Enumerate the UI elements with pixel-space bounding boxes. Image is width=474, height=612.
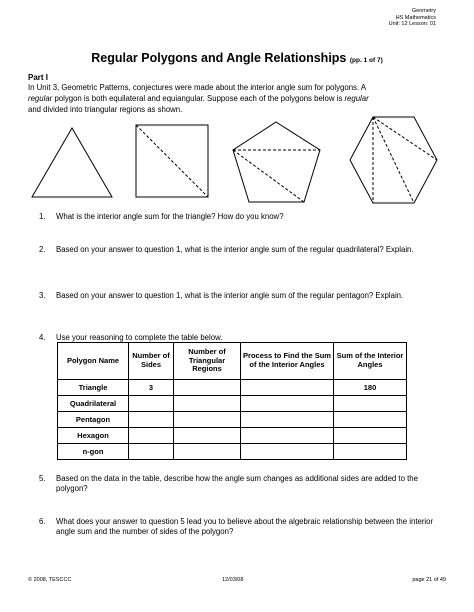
hexagon-figure <box>350 117 437 203</box>
table-header: Number of Triangular Regions <box>174 343 241 380</box>
table-cell: Quadrilateral <box>58 396 129 412</box>
table-cell[interactable] <box>174 396 241 412</box>
question-number: 2. <box>39 245 46 254</box>
table-header: Number of Sides <box>129 343 174 380</box>
table-row <box>58 444 407 460</box>
table-cell[interactable] <box>174 412 241 428</box>
table-cell[interactable] <box>241 428 334 444</box>
title-pages: (pp. 1 of 7) <box>349 57 383 64</box>
table-cell[interactable] <box>334 444 407 460</box>
table-cell[interactable] <box>174 380 241 396</box>
table-header: Polygon Name <box>58 343 129 380</box>
table-cell: Pentagon <box>58 412 129 428</box>
question-text: Based on the data in the table, describe how the angle sum changes as additional sides are added to the polygon? <box>56 474 418 493</box>
table-cell[interactable] <box>129 444 174 460</box>
table-cell[interactable] <box>241 444 334 460</box>
table-cell[interactable] <box>129 396 174 412</box>
pentagon-figure <box>233 122 320 202</box>
table-cell[interactable] <box>241 412 334 428</box>
table-cell[interactable] <box>334 428 407 444</box>
table-cell[interactable] <box>174 444 241 460</box>
table-cell[interactable]: 3 <box>129 380 174 396</box>
table-cell[interactable] <box>334 412 407 428</box>
footer-copyright: © 2008, TESCCC <box>28 577 72 583</box>
table-cell[interactable]: 180 <box>334 380 407 396</box>
footer-date: 12/03/08 <box>222 577 244 583</box>
table-row <box>58 396 407 412</box>
table-cell[interactable] <box>334 396 407 412</box>
triangle-figure <box>32 128 112 197</box>
course-header <box>389 8 436 28</box>
intro-regular-word: regular <box>28 93 53 103</box>
question-text: Use your reasoning to complete the table below. <box>56 333 223 342</box>
table-cell[interactable] <box>129 428 174 444</box>
table-cell: n-gon <box>58 444 129 460</box>
square-figure <box>136 125 208 197</box>
question-number: 3. <box>39 291 46 300</box>
table-header: Process to Find the Sum of the Interior Angles <box>241 343 334 380</box>
question-text: Based on your answer to question 1, what is the interior angle sum of the regular pentagon? Explain. <box>56 291 404 300</box>
unit-lesson: Unit: 12 Lesson: 01 <box>388 21 436 28</box>
table-row <box>58 428 407 444</box>
table-cell[interactable] <box>129 412 174 428</box>
polygon-figures <box>0 110 474 210</box>
question-text: Based on your answer to question 1, what is the interior angle sum of the regular quadrilateral? Explain. <box>56 245 414 254</box>
question-text: What does your answer to question 5 lead you to believe about the algebraic relationship between the interior angle sum and the number of sides of the polygon? <box>56 517 434 536</box>
table-row <box>58 380 407 396</box>
table-header-row <box>58 343 407 380</box>
intro-line1: In Unit 3, Geometric Patterns, conjectures were made about the interior angle sum for polygons. A <box>28 83 367 92</box>
page-title <box>0 51 474 65</box>
table-cell[interactable] <box>174 428 241 444</box>
intro-line2: polygon is both equilateral and equiangular. Suppose each of the polygons below is <box>54 93 343 103</box>
part-label: Part I <box>28 73 49 82</box>
question-text: What is the interior angle sum for the triangle? How do you know? <box>56 212 284 221</box>
table-row <box>58 412 407 428</box>
course-name: Geometry <box>411 8 436 14</box>
question-number: 1. <box>39 212 46 221</box>
intro-regular-word-2: regular <box>344 93 369 103</box>
program-name: HS Mathematics <box>395 14 436 21</box>
table-cell: Hexagon <box>58 428 129 444</box>
table-cell: Triangle <box>58 380 129 396</box>
question-number: 5. <box>39 474 46 483</box>
footer-page-number: page 21 of 49 <box>412 577 446 583</box>
table-header: Sum of the Interior Angles <box>334 343 407 380</box>
angle-sum-table <box>57 342 407 460</box>
table-cell[interactable] <box>241 380 334 396</box>
intro-line3: and divided into triangular regions as shown. <box>28 104 183 114</box>
question-number: 4. <box>39 333 46 342</box>
table-cell[interactable] <box>241 396 334 412</box>
question-number: 6. <box>39 517 46 526</box>
title-main: Regular Polygons and Angle Relationships <box>91 51 347 65</box>
